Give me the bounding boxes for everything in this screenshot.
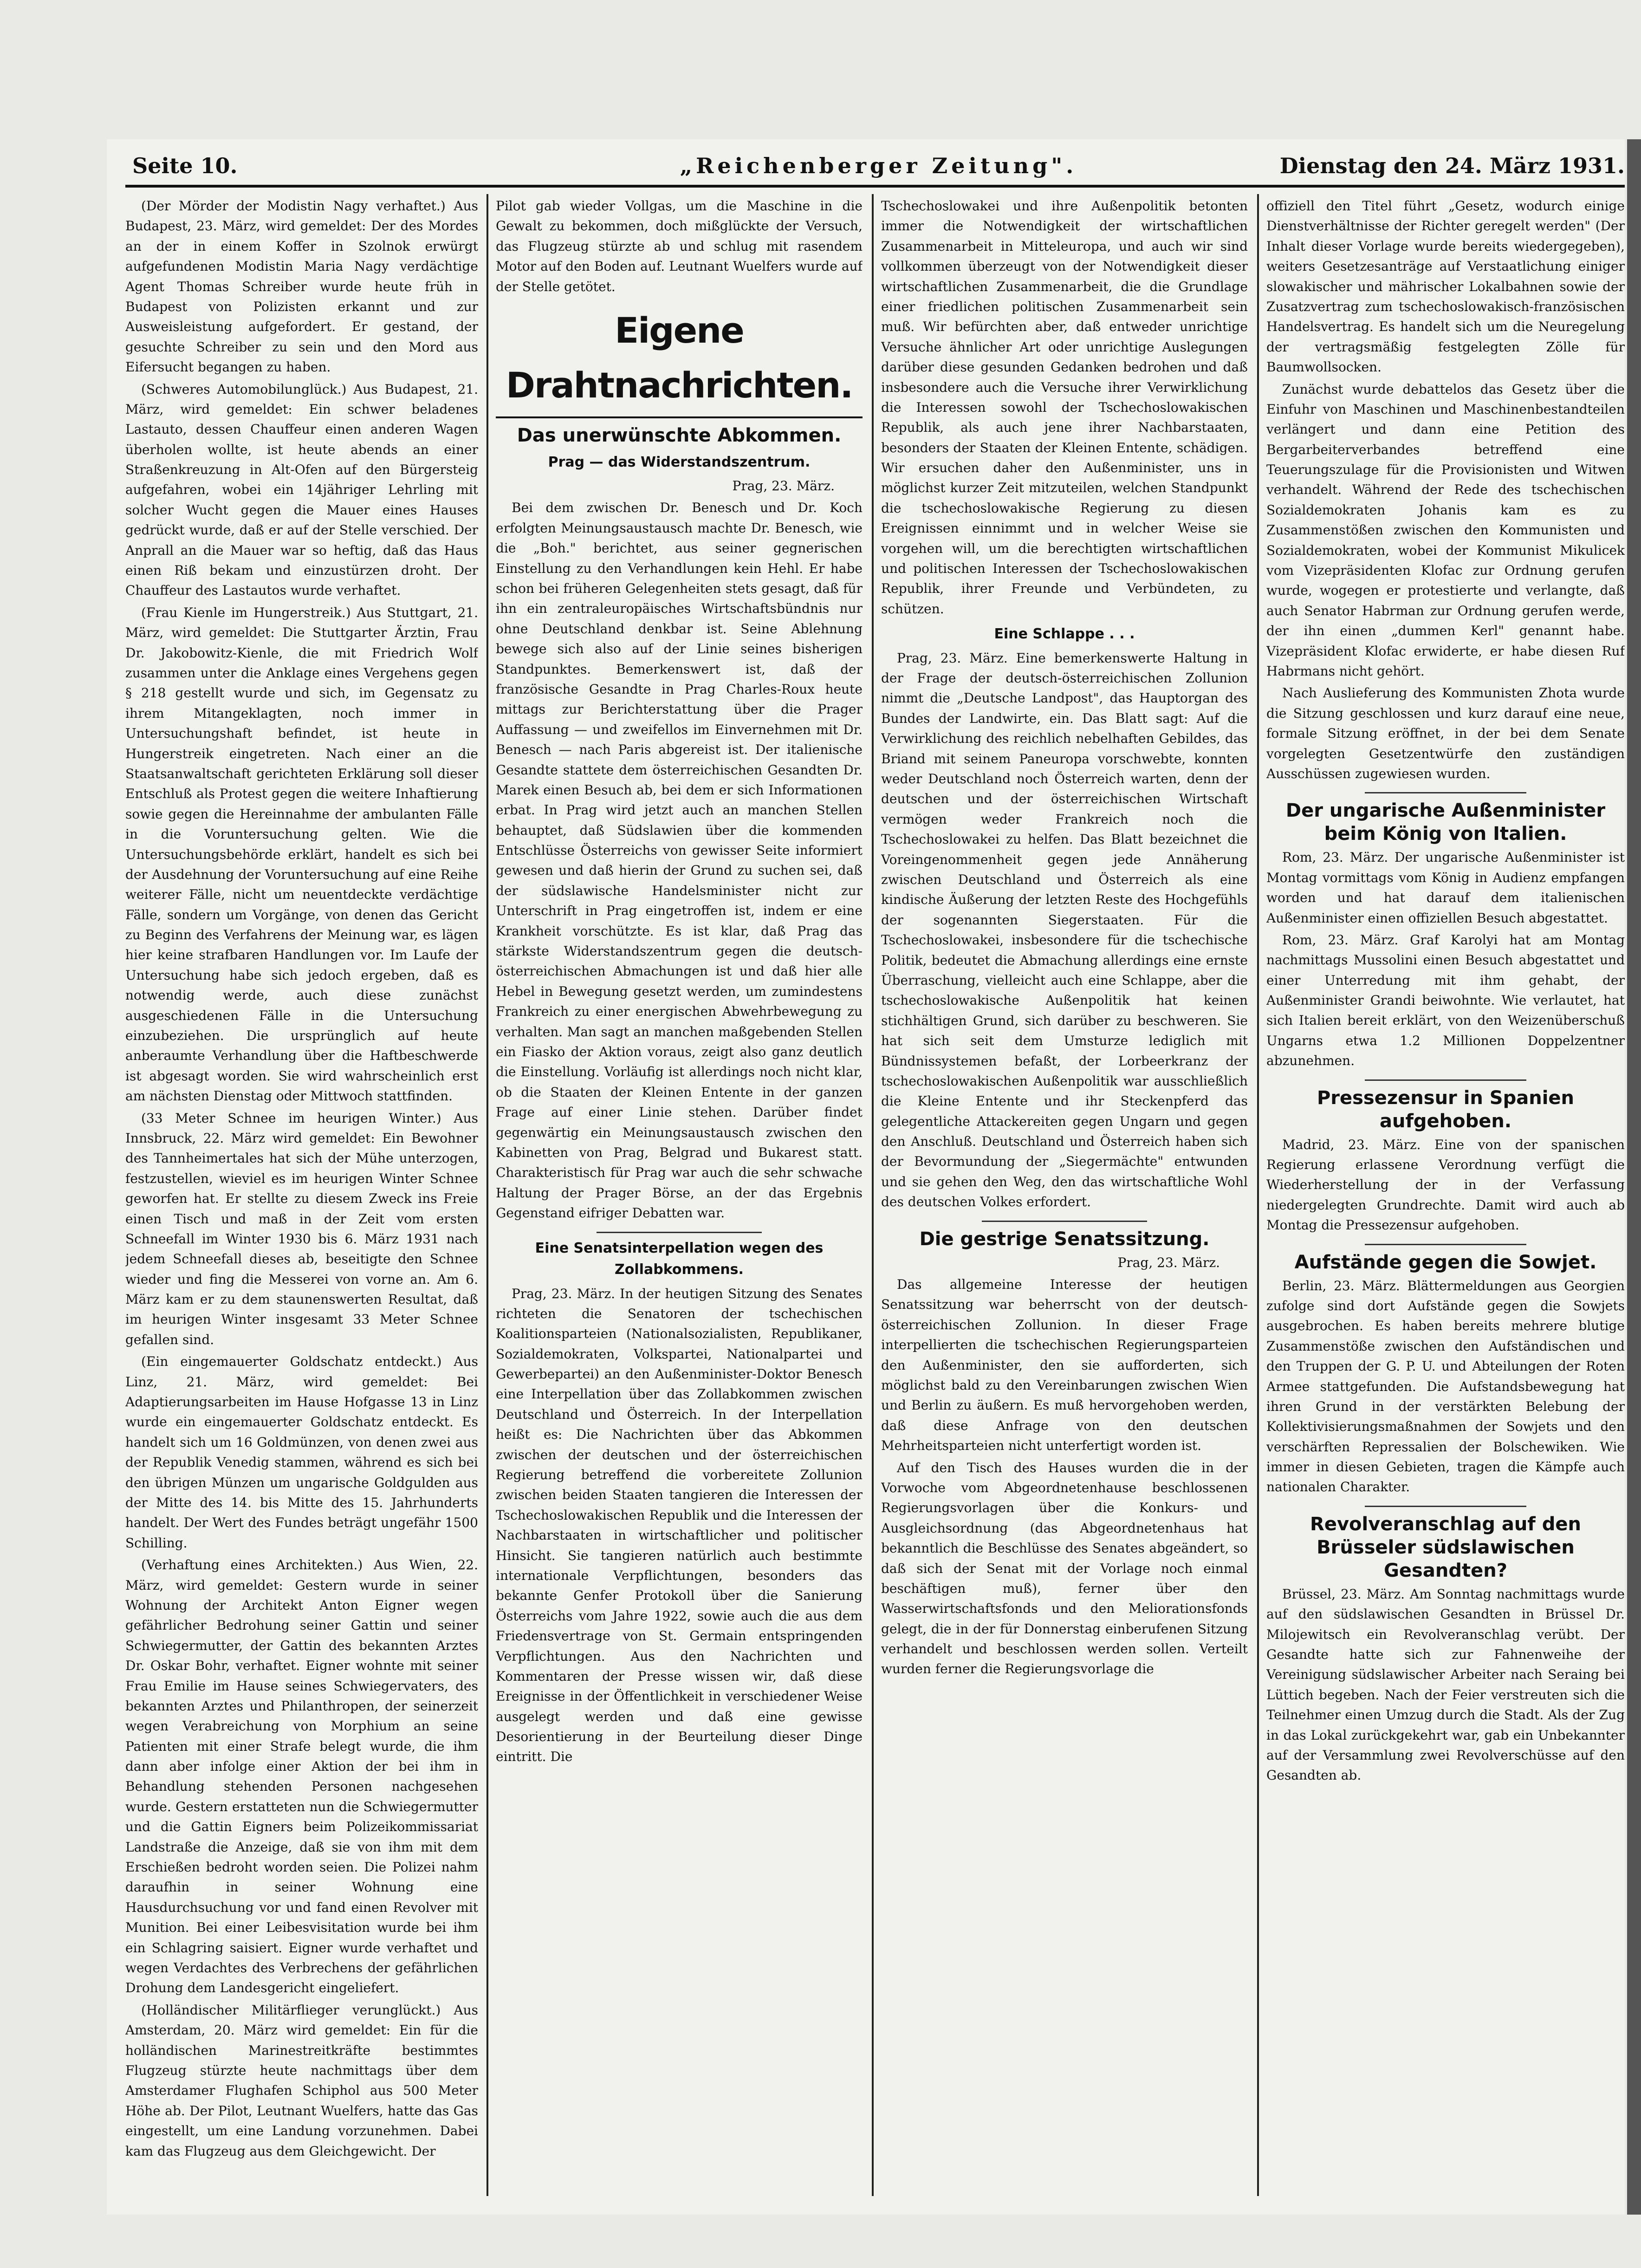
separator [1365, 792, 1526, 793]
article-body: Prag, 23. März. Eine bemerkenswerte Haltung in der Frage der deutsch-österreichischen Zollunion nimmt die „Deutsche Landpost", das Hauptorgan des Bundes der Landwirte, ein. Das Blatt sagt: Auf die Verwirklichung des reichlich nebelhaften Gebildes, das Briand mit seinem Paneuropa vorschwebte, konnten weder Deutschland noch Österreich warten, denn der deutschen und der österreichischen Wirtschaft vermögen weder Frankreich noch die Tschechoslowakei zu helfen. Das Blatt bezeichnet die Voreingenommenheit gegen jede Annäherung zwischen Deutschland und Österreich als eine kindische Äußerung der letzten Reste des Hochgefühls der sogenannten Siegerstaaten. Für die Tschechoslowakei, insbesondere für die tschechische Politik, bedeutet die Abmachung allerdings eine ernste Überraschung, vielleicht auch eine Schlappe, aber die tschechoslowakische Außenpolitik hat keinen stichhältigen Grund, sich darüber zu beschweren. Sie hat sich seit dem Umsturze lediglich mit Bündnissystemen befaßt, der Lorbeerkranz der tschechoslowakischen Außenpolitik war ausschließlich die Kleine Entente und ihr Steckenpferd das gelegentliche Attackereiten gegen Ungarn und gegen den Anschluß. Deutschland und Österreich haben sich der Bevormundung der „Siegermächte" entwunden und sie gehen den Weg, den das wirtschaftliche Wohl des deutschen Volkes erfordert. [881, 650, 1248, 1210]
article-title: Revolveranschlag auf den Brüsseler südslawischen Gesandten? [1310, 1513, 1581, 1581]
column-divider [1257, 194, 1259, 2196]
newspaper-page [107, 139, 1625, 2215]
article-body: Zunächst wurde debattelos das Gesetz über die Einfuhr von Maschinen und Maschinenbestandteilen verlängert und dann eine Petition des Bergarbeiterverbandes betreffend eine Teuerungszulage für die Provisionisten und Witwen verhandelt. Während der Rede des tschechischen Sozialdemokraten Johanis kam es zu Zusammenstößen zwischen den Kommunisten und Sozialdemokraten, wobei der Kommunist Mikulicek vom Vizepräsidenten Klofac zur Ordnung gerufen wurde, wogegen er protestierte und verlangte, daß auch Senator Habrman zur Ordnung gerufen werde, der ihn einen „dummen Kerl" genannt habe. Vizepräsident Klofac erwiderte, er habe diesen Ruf Habrmans nicht gehört. [1266, 381, 1625, 679]
article-body: Das allgemeine Interesse der heutigen Senatssitzung war beherrscht von der deutsch-österreichischen Zollunion. In dieser Frage interpellierten die tschechischen Regierungsparteien den Außenminister, den sie aufforderten, sich möglichst bald zu den Vereinbarungen zwischen Wien und Berlin zu äußern. Es muß hervorgehoben werden, daß diese Anfrage von den deutschen Mehrheitsparteien nicht unterfertigt worden ist. [881, 1277, 1248, 1454]
page-header [132, 153, 1625, 186]
article-title: Aufstände gegen die Sowjet. [1294, 1251, 1597, 1273]
column-divider [486, 194, 488, 2196]
article-title: Pressezensur in Spanien aufgehoben. [1317, 1087, 1575, 1132]
article-dateline: Prag, 23. März. [1117, 1254, 1220, 1270]
article-subtitle: Prag — das Widerstandszentrum. [548, 454, 811, 470]
news-item-autounglueck: (Schweres Automobilunglück.) Aus Budapest, 21. März, wird gemeldet: Ein schwer beladenes Lastauto, dessen Chauffeur einen anderen Wagen überholen wollte, ist heute abends an einer Straßenkreuzung in Alt-Ofen auf den Bürgersteig aufgefahren, wobei ein 14jähriger Lehrling mit solcher Wucht gegen die Mauer eines Hauses gedrückt wurde, daß er auf der Stelle verschied. Der Anprall an die Mauer war so heftig, daß das Haus einen Riß bekam und einzustürzen droht. Der Chauffeur des Lastautos wurde verhaftet. [125, 381, 478, 598]
separator [1365, 1244, 1526, 1245]
continued-text: Tschechoslowakei und ihre Außenpolitik betonten immer die Notwendigkeit der wirtschaftlichen Zusammenarbeit in Mitteleuropa, und auch wir sind vollkommen überzeugt von der Notwendigkeit dieser wirtschaftlichen Zusammenarbeit, die die Grundlage einer friedlichen politischen Zusammenarbeit sein muß. Wir befürchten aber, daß entweder unrichtige Versuche ähnlicher Art oder unrichtige Auslegungen darüber diese gesunden Gedanken bedrohen und daß insbesondere auch die Versuche ihrer Verwirklichung die Interessen sowohl der Tschechoslowakischen Republik, als auch jene ihrer Nachbarstaaten, besonders der Staaten der Kleinen Entente, schädigen. Wir ersuchen daher den Außenminister, uns in möglichst kurzer Zeit mitzuteilen, welchen Standpunkt die tschechoslowakische Regierung zu diesen Ereignissen einnimmt und in welcher Weise sie vorgehen will, um die berechtigten wirtschaftlichen und politischen Interessen der Tschechoslowakischen Republik, ihrer Freunde und Verbündeten, zu schützen. [881, 198, 1248, 617]
article-body: Brüssel, 23. März. Am Sonntag nachmittags wurde auf den südslawischen Gesandten in Brüssel Dr. Milojewitsch ein Revolveranschlag verübt. Der Gesandte hatte sich zur Fahnenweihe der Vereinigung südslawischer Arbeiter nach Seraing bei Lüttich begeben. Nach der Feier verstreuten sich die Teilnehmer einen Umzug durch die Stadt. Als der Zug in das Lokal zurückgekehrt war, gab ein Unbekannter auf der Versammlung zwei Revolverschüsse auf den Gesandten ab. [1266, 1586, 1625, 1783]
article-body: Prag, 23. März. In der heutigen Sitzung des Senates richteten die Senatoren der tschechischen Koalitionsparteien (Nationalsozialisten, Republikaner, Sozialdemokraten, Volkspartei, Nationalpartei und Gewerbepartei) an den Außenminister-Doktor Benesch eine Interpellation über das Zollabkommen zwischen Deutschland und Österreich. In der Interpellation heißt es: Die Nachrichten über das Abkommen zwischen der deutschen und der österreichischen Regierung betreffend die vorbereitete Zollunion zwischen beiden Staaten tangieren die Interessen der Tschechoslowakischen Republik und die Interessen der Nachbarstaaten in wirtschaftlicher und politischer Hinsicht. Sie tangieren natürlich auch bestimmte internationale Verpflichtungen, besonders das bekannte Genfer Protokoll über die Sanierung Österreichs vom Jahre 1922, sowie auch die aus dem Friedensvertrage von St. Germain entspringenden Verpflichtungen. Aus den Nachrichten und Kommentaren der Presse wissen wir, daß diese Ereignisse in der Öffentlichkeit in verschiedener Weise ausgelegt werden und daß eine gewisse Desorientierung in der Beurteilung dieser Dinge eintritt. Die [496, 1286, 863, 1765]
article-body: Rom, 23. März. Graf Karolyi hat am Montag nachmittags Mussolini einen Besuch abgestattet und einer Unterredung mit ihm gehabt, der Außenminister Grandi beiwohnte. Wie verlautet, hat sich Italien bereit erklärt, von den Weizenüberschuß Ungarns etwa 1.2 Millionen Doppelzentner abzunehmen. [1266, 932, 1625, 1069]
article-body: Madrid, 23. März. Eine von der spanischen Regierung erlassene Verordnung verfügt die Wiederherstellung der in der Verfassung niedergelegten Grundrechte. Damit wird auch ab Montag die Pressezensur aufgehoben. [1266, 1137, 1625, 1233]
news-item-militaerflieger: (Holländischer Militärflieger verunglückt.) Aus Amsterdam, 20. März wird gemeldet: Ein für die holländischen Marinestreitkräfte bestimmtes Flugzeug stürzte heute nachmittags über dem Amsterdamer Flughafen Schiphol aus 500 Meter Höhe ab. Der Pilot, Leutnant Wuelfers, hatte das Gas eingestellt, um eine Landung vorzunehmen. Dabei kam das Flugzeug aus dem Gleichgewicht. Der [125, 2002, 478, 2159]
article-body: Rom, 23. März. Der ungarische Außenminister ist Montag vormittags vom König in Audienz empfangen worden und hat darauf dem italienischen Außenminister einen offiziellen Besuch abgestattet. [1266, 850, 1625, 926]
news-item-moerder: (Der Mörder der Modistin Nagy verhaftet.) Aus Budapest, 23. März, wird gemeldet: Der des Mordes an der in einem Koffer in Szolnok erwürgt aufgefundenen Modistin Maria Nagy verdächtige Agent Thomas Schreiber wurde heute früh in Budapest von Polizisten erkannt und zur Ausweisleistung aufgefordert. Er gestand, der gesuchte Schreiber zu sein und den Mord aus Eifersucht begangen zu haben. [125, 198, 478, 375]
separator [1365, 1079, 1526, 1081]
column-4 [1266, 196, 1625, 2196]
news-item-schnee: (33 Meter Schnee im heurigen Winter.) Aus Innsbruck, 22. März wird gemeldet: Ein Bewohner des Tannheimertales hat sich der Mühe unterzogen, festzustellen, wieviel es im heurigen Winter Schnee geworfen hat. Er stellte zu diesem Zweck ins Freie einen Tisch und maß in der Zeit vom ersten Schneefall im Winter 1930 bis 6. März 1931 nach jedem Schneefall dieses ab, beseitigte den Schnee wieder und fing die Messerei von vorne an. Am 6. März kam er zu dem staunenswerten Resultat, daß im heurigen Winter insgesamt 33 Meter Schnee gefallen sind. [125, 1110, 478, 1347]
issue-date: Dienstag den 24. März 1931. [1279, 153, 1625, 178]
article-title: Eine Schlappe . . . [994, 626, 1135, 643]
separator [1365, 1506, 1526, 1507]
article-body: Nach Auslieferung des Kommunisten Zhota wurde die Sitzung geschlossen und kurz darauf eine neue, formale Sitzung eröffnet, in der bei dem Senate vorgelegten Gesetzentwürfe den zuständigen Ausschüssen zugewiesen wurden. [1266, 685, 1625, 781]
scan-edge [1627, 139, 1641, 2215]
page-number: Seite 10. [132, 153, 238, 178]
article-title: Der ungarische Außenminister beim König von Italien. [1285, 800, 1606, 845]
article-body: Bei dem zwischen Dr. Benesch und Dr. Koch erfolgten Meinungsaustausch machte Dr. Benesch, wie die „Boh." berichtet, aus seiner gegnerischen Einstellung zu den Verhandlungen kein Hehl. Er habe schon bei früheren Gelegenheiten stets gesagt, daß für ihn ein zentraleuropäisches Wirtschaftsbündnis nur ohne Deutschland denkbar ist. Seine Ablehnung bewege sich also auf der Linie seines bisherigen Standpunktes. Bemerkenswert ist, daß der französische Gesandte in Prag Charles-Roux heute mittags zur Berichterstattung über die Prager Auffassung — und zweifellos im Einvernehmen mit Dr. Benesch — nach Paris abgereist ist. Der italienische Gesandte stattete dem österreichischen Gesandten Dr. Marek einen Besuch ab, bei dem er sich Informationen erbat. In Prag wird jetzt auch an manchen Stellen behauptet, daß Südslawien über die kommenden Entschlüsse Österreichs von gewisser Seite informiert gewesen und daß hierin der Grund zu suchen sei, daß der südslawische Handelsminister nicht zur Unterschrift in Prag eingetroffen ist, indem er eine Krankheit vorschützte. Es ist klar, daß Prag das stärkste Widerstandszentrum gegen die deutsch-österreichischen Abmachungen ist und daß hier alle Hebel in Bewegung gesetzt werden, um zumindestens Frankreich zu einer energischen Abwehrbewegung zu verhalten. Man sagt an manchen maßgebenden Stellen ein Fiasko der Aktion voraus, zeigt also ganz deutlich die Einstellung. Vorläufig ist allerdings noch nicht klar, ob die Staaten der Kleinen Entente in der ganzen Frage auf einer Linie stehen. Darüber findet gegenwärtig ein Meinungsaustausch zwischen den Kabinetten von Prag, Belgrad und Bukarest statt. Charakteristisch für Prag war auch die sehr schwache Haltung der Prager Börse, an der das Ergebnis Gegenstand eifriger Debatten war. [496, 500, 863, 1221]
column-2 [496, 196, 863, 2196]
continued-text: Pilot gab wieder Vollgas, um die Maschine in die Gewalt zu bekommen, doch mißglückte der Versuch, das Flugzeug stürzte ab und schlug mit rasendem Motor auf den Boden auf. Leutnant Wuelfers wurde auf der Stelle getötet. [496, 198, 863, 294]
newspaper-title: „Reichenberger Zeitung". [680, 153, 1077, 178]
separator [597, 1232, 762, 1233]
separator [982, 1221, 1147, 1222]
section-title: Eigene Drahtnachrichten. [496, 303, 863, 418]
header-rule [125, 185, 1625, 188]
column-divider [872, 194, 874, 2196]
continued-text: offiziell den Titel führt „Gesetz, wodurch einige Dienstverhältnisse der Richter geregelt werden" (Der Inhalt dieser Vorlage wurde bereits wiedergegeben), weiters Gesetzesanträge auf Verstaatlichung einiger slowakischer und mährischer Lokalbahnen sowie der Zusatzvertrag zum tschechoslowakisch-französischen Handelsvertrag. Es handelt sich um die Neuregelung der vertragsmäßig festgelegten Zölle für Baumwollsocken. [1266, 198, 1625, 375]
article-body: Berlin, 23. März. Blättermeldungen aus Georgien zufolge sind dort Aufstände gegen die Sowjets ausgebrochen. Es haben bereits mehrere blutige Zusammenstöße zwischen den Aufständischen und den Truppen der G. P. U. und Abteilungen der Roten Armee stattgefunden. Die Aufstandsbewegung hat ihren Grund in der verstärkten Belebung der Kollektivisierungsmaßnahmen der Sowjets und den verschärften Repressalien der Bolschewiken. Wie immer in diesen Gebieten, tragen die Kämpfe auch nationalen Charakter. [1266, 1278, 1625, 1495]
column-1 [125, 196, 478, 2196]
news-item-architekt: (Verhaftung eines Architekten.) Aus Wien, 22. März, wird gemeldet: Gestern wurde in seiner Wohnung der Architekt Anton Eigner wegen gefährlicher Bedrohung seiner Gattin und seiner Schwiegermutter, der Gattin des bekannten Arztes Dr. Oskar Bohr, verhaftet. Eigner wohnte mit seiner Frau Emilie im Hause seines Schwiegervaters, des bekannten Arztes und Philanthropen, der seinerzeit wegen Verabreichung von Morphium an seine Patienten mit einer Strafe belegt wurde, die ihm dann aber infolge einer Aktion der bei ihm in Behandlung stehenden Personen nachgesehen wurde. Gestern erstatteten nun die Schwiegermutter und die Gattin Eigners beim Polizeikommissariat Landstraße die Anzeige, daß sie von ihm mit dem Erschießen bedroht worden seien. Die Polizei nahm daraufhin in seiner Wohnung eine Hausdurchsuchung vor und fand einen Revolver mit Munition. Bei einer Leibesvisitation wurde bei ihm ein Schlagring saisiert. Eigner wurde verhaftet und wegen Verdachtes des Verbrechens der gefährlichen Drohung dem Landesgericht eingeliefert. [125, 1557, 478, 1996]
article-title: Die gestrige Senatssitzung. [919, 1228, 1210, 1250]
article-title: Eine Senatsinterpellation wegen des Zollabkommens. [535, 1240, 824, 1278]
article-title: Das unerwünschte Abkommen. [517, 424, 842, 446]
news-item-kienle: (Frau Kienle im Hungerstreik.) Aus Stuttgart, 21. März, wird gemeldet: Die Stuttgarter Ärztin, Frau Dr. Jakobowitz-Kienle, die mit Friedrich Wolf zusammen unter die Anklage eines Vergehens gegen § 218 gestellt wurde und sich, im Gegensatz zu ihrem Mitangeklagten, noch immer in Untersuchungshaft befindet, ist heute in Hungerstreik eingetreten. Nach einer an die Staatsanwaltschaft gerichteten Erklärung soll dieser Entschluß als Protest gegen die weitere Inhaftierung sowie gegen die Hereinnahme der ambulanten Fälle in die Voruntersuchung gelten. Wie die Untersuchungsbehörde erklärt, handelt es sich bei der Ausdehnung der Voruntersuchung auf eine Reihe weiterer Fälle, nicht um neuentdeckte verdächtige Fälle, sondern um Vorgänge, von denen das Gericht zu Beginn des Verfahrens der Meinung war, es lägen hier keine strafbaren Handlungen vor. Im Laufe der Untersuchung habe sich jedoch ergeben, daß es notwendig werde, auch diese zunächst ausgeschiedenen Fälle in die Untersuchung einzubeziehen. Die ursprünglich auf heute anberaumte Verhandlung über die Haftbeschwerde ist abgesagt worden. Sie wird wahrscheinlich erst am nächsten Dienstag oder Mittwoch stattfinden. [125, 604, 478, 1104]
column-3 [881, 196, 1248, 2196]
article-dateline: Prag, 23. März. [732, 478, 835, 494]
article-body: Auf den Tisch des Hauses wurden die in der Vorwoche vom Abgeordnetenhause beschlossenen Regierungsvorlagen über die Konkurs- und Ausgleichsordnung (das Abgeordnetenhaus hat bekanntlich die Beschlüsse des Senates abgeändert, so daß sich der Senat mit der Vorlage noch einmal beschäftigen muß), ferner über den Wasserwirtschaftsfonds und den Meliorationsfonds gelegt, die in der für Donnerstag einberufenen Sitzung verhandelt und beschlossen werden sollen. Verteilt wurden ferner die Regierungsvorlage die [881, 1460, 1248, 1677]
news-item-goldschatz: (Ein eingemauerter Goldschatz entdeckt.) Aus Linz, 21. März, wird gemeldet: Bei Adaptierungsarbeiten im Hause Hofgasse 13 in Linz wurde ein eingemauerter Goldschatz entdeckt. Es handelt sich um 16 Goldmünzen, von denen zwei aus der Republik Venedig stammen, während es sich bei den übrigen Münzen um ungarische Goldgulden aus der Mitte des 14. bis Mitte des 15. Jahrhunderts handelt. Der Wert des Fundes beträgt ungefähr 1500 Schilling. [125, 1354, 478, 1551]
